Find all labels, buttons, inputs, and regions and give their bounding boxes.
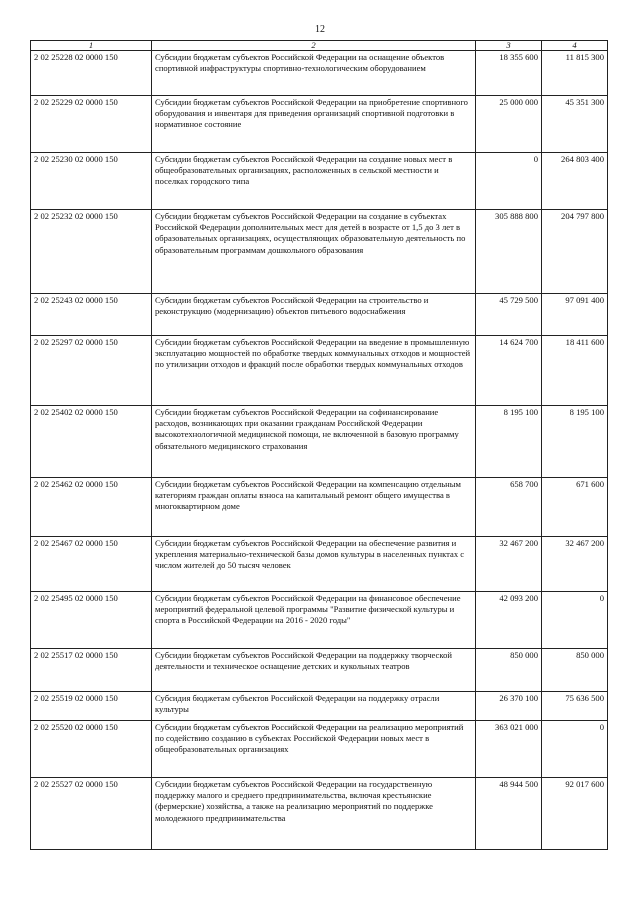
budget-code: 2 02 25527 02 0000 150 <box>31 778 152 850</box>
budget-code: 2 02 25243 02 0000 150 <box>31 294 152 336</box>
budget-code: 2 02 25495 02 0000 150 <box>31 592 152 649</box>
budget-code: 2 02 25297 02 0000 150 <box>31 336 152 406</box>
row-description: Субсидии бюджетам субъектов Российской Федерации на реализацию мероприятий по содействию созданию в субъектах Российской Федерации новых мест в общеобразовательных организациях <box>152 721 476 778</box>
column-header: 4 <box>542 41 608 51</box>
budget-code: 2 02 25462 02 0000 150 <box>31 478 152 537</box>
value-col-3: 305 888 800 <box>476 210 542 294</box>
value-col-4: 18 411 600 <box>542 336 608 406</box>
column-header: 2 <box>152 41 476 51</box>
table-header-row <box>31 41 608 51</box>
budget-code: 2 02 25402 02 0000 150 <box>31 406 152 478</box>
table-row <box>31 721 608 778</box>
row-description: Субсидии бюджетам субъектов Российской Федерации на обеспечение развития и укрепления материально-технической базы домов культуры в населенных пунктах с числом жителей до 50 тысяч человек <box>152 537 476 592</box>
value-col-4: 75 636 500 <box>542 692 608 721</box>
budget-code: 2 02 25228 02 0000 150 <box>31 51 152 96</box>
row-description: Субсидии бюджетам субъектов Российской Федерации на финансовое обеспечение мероприятий федеральной целевой программы "Развитие физической культуры и спорта в Российской Федерации на 2016 - 2020 годы" <box>152 592 476 649</box>
row-description: Субсидии бюджетам субъектов Российской Федерации на софинансирование расходов, возникающих при оказании гражданам Российской Федерации высокотехнологичной медицинской помощи, не включенной в базовую программу обязательного медицинского страхования <box>152 406 476 478</box>
row-description: Субсидии бюджетам субъектов Российской Федерации на создание новых мест в общеобразовательных организациях, расположенных в сельской местности и поселках городского типа <box>152 153 476 210</box>
row-description: Субсидии бюджетам субъектов Российской Федерации на оснащение объектов спортивной инфраструктуры спортивно-технологическим оборудованием <box>152 51 476 96</box>
row-description: Субсидии бюджетам субъектов Российской Федерации на приобретение спортивного оборудования и инвентаря для приведения организаций спортивной подготовки в нормативное состояние <box>152 96 476 153</box>
value-col-4: 264 803 400 <box>542 153 608 210</box>
row-description: Субсидии бюджетам субъектов Российской Федерации на строительство и реконструкцию (модернизацию) объектов питьевого водоснабжения <box>152 294 476 336</box>
table-row <box>31 153 608 210</box>
value-col-4: 850 000 <box>542 649 608 692</box>
table-row <box>31 406 608 478</box>
value-col-4: 97 091 400 <box>542 294 608 336</box>
budget-code: 2 02 25467 02 0000 150 <box>31 537 152 592</box>
budget-code: 2 02 25519 02 0000 150 <box>31 692 152 721</box>
table-row <box>31 294 608 336</box>
table-row <box>31 592 608 649</box>
value-col-3: 0 <box>476 153 542 210</box>
value-col-3: 850 000 <box>476 649 542 692</box>
table-row <box>31 537 608 592</box>
value-col-3: 26 370 100 <box>476 692 542 721</box>
value-col-3: 363 021 000 <box>476 721 542 778</box>
row-description: Субсидии бюджетам субъектов Российской Федерации на создание в субъектах Российской Федерации дополнительных мест для детей в возрасте от 1,5 до 3 лет в образовательных организациях, осуществляющих образовательную деятельность по образовательным программам дошкольного образования <box>152 210 476 294</box>
value-col-4: 11 815 300 <box>542 51 608 96</box>
table-row <box>31 478 608 537</box>
value-col-4: 92 017 600 <box>542 778 608 850</box>
budget-code: 2 02 25229 02 0000 150 <box>31 96 152 153</box>
value-col-3: 48 944 500 <box>476 778 542 850</box>
table-row <box>31 649 608 692</box>
value-col-4: 8 195 100 <box>542 406 608 478</box>
column-header: 3 <box>476 41 542 51</box>
row-description: Субсидии бюджетам субъектов Российской Федерации на государственную поддержку малого и среднего предпринимательства, включая крестьянские (фермерские) хозяйства, а также на реализацию мероприятий по поддержке молодежного предпринимательства <box>152 778 476 850</box>
value-col-3: 32 467 200 <box>476 537 542 592</box>
value-col-3: 18 355 600 <box>476 51 542 96</box>
budget-code: 2 02 25230 02 0000 150 <box>31 153 152 210</box>
row-description: Субсидии бюджетам субъектов Российской Федерации на поддержку творческой деятельности и техническое оснащение детских и кукольных театров <box>152 649 476 692</box>
row-description: Субсидии бюджетам субъектов Российской Федерации на компенсацию отдельным категориям граждан оплаты взноса на капитальный ремонт общего имущества в многоквартирном доме <box>152 478 476 537</box>
budget-code: 2 02 25517 02 0000 150 <box>31 649 152 692</box>
table-row <box>31 692 608 721</box>
row-description: Субсидии бюджетам субъектов Российской Федерации на введение в промышленную эксплуатацию мощностей по обработке твердых коммунальных отходов и мощностей по утилизации отходов и фракций после обработки твердых коммунальных отходов <box>152 336 476 406</box>
table-row <box>31 336 608 406</box>
table-row <box>31 96 608 153</box>
table-row <box>31 210 608 294</box>
value-col-3: 25 000 000 <box>476 96 542 153</box>
value-col-3: 8 195 100 <box>476 406 542 478</box>
page-number: 12 <box>315 24 325 35</box>
value-col-3: 42 093 200 <box>476 592 542 649</box>
value-col-3: 45 729 500 <box>476 294 542 336</box>
value-col-4: 204 797 800 <box>542 210 608 294</box>
budget-code: 2 02 25520 02 0000 150 <box>31 721 152 778</box>
value-col-3: 658 700 <box>476 478 542 537</box>
value-col-4: 45 351 300 <box>542 96 608 153</box>
table-row <box>31 778 608 850</box>
budget-code: 2 02 25232 02 0000 150 <box>31 210 152 294</box>
value-col-4: 0 <box>542 721 608 778</box>
value-col-4: 671 600 <box>542 478 608 537</box>
column-header: 1 <box>31 41 152 51</box>
row-description: Субсидия бюджетам субъектов Российской Федерации на поддержку отрасли культуры <box>152 692 476 721</box>
value-col-4: 0 <box>542 592 608 649</box>
table-row <box>31 51 608 96</box>
budget-table <box>30 40 608 850</box>
value-col-4: 32 467 200 <box>542 537 608 592</box>
value-col-3: 14 624 700 <box>476 336 542 406</box>
